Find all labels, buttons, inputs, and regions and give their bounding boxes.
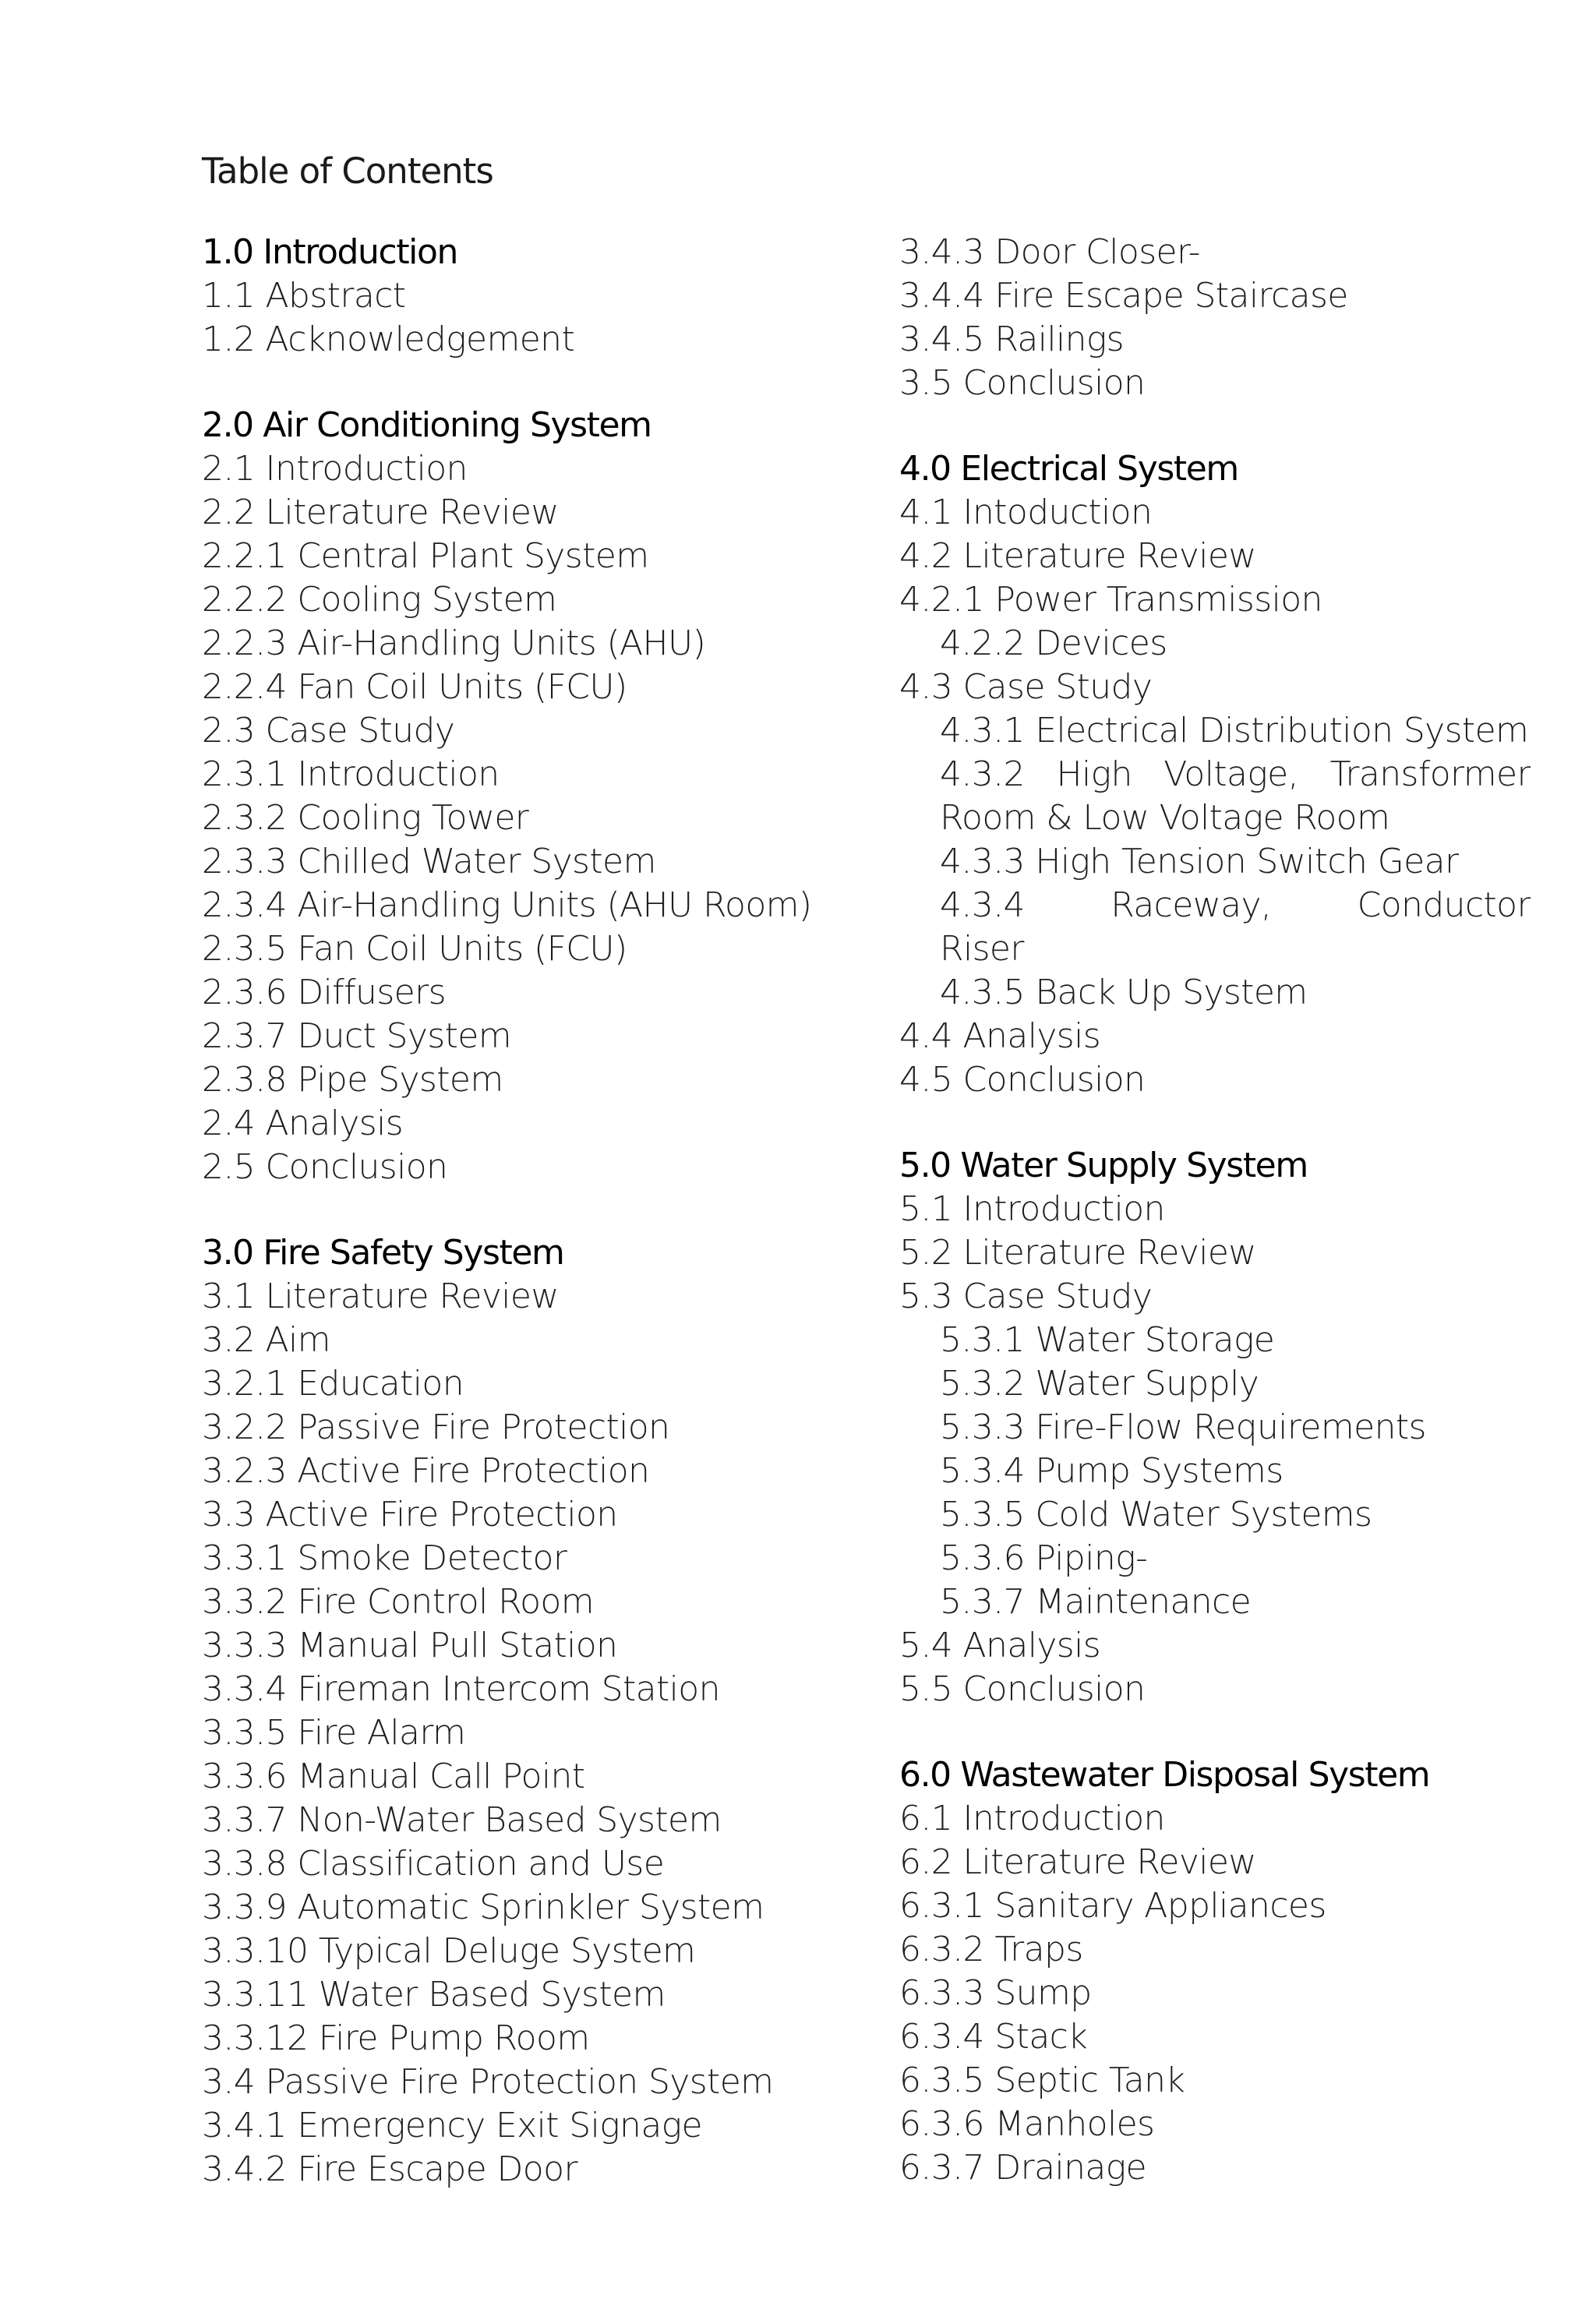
- toc-entry: 2.3.8 Pipe System: [202, 1060, 503, 1100]
- toc-subsection-entry: 4.3.2 High Voltage, Transformer: [940, 754, 1531, 794]
- toc-entry: 3.3.8 Classification and Use: [202, 1844, 665, 1884]
- toc-entry: 3.4.4 Fire Escape Staircase: [899, 276, 1348, 316]
- toc-section-heading: 3.0 Fire Safety System: [202, 1233, 564, 1273]
- toc-entry-continuation: Room & Low Voltage Room: [940, 798, 1390, 838]
- toc-entry: 5.5 Conclusion: [899, 1669, 1146, 1709]
- toc-entry: 6.1 Introduction: [899, 1799, 1165, 1838]
- toc-section-heading: 6.0 Wastewater Disposal System: [899, 1755, 1430, 1795]
- toc-entry: 2.5 Conclusion: [202, 1147, 448, 1187]
- toc-section-heading: 2.0 Air Conditioning System: [202, 405, 651, 445]
- toc-subsection-entry: 4.3.3 High Tension Switch Gear: [940, 842, 1459, 881]
- section-spacer: [202, 362, 919, 404]
- toc-entry: 6.3.5 Septic Tank: [899, 2061, 1185, 2100]
- toc-entry: 3.2.3 Active Fire Protection: [202, 1451, 650, 1491]
- toc-section-heading: 4.0 Electrical System: [899, 449, 1238, 489]
- toc-entry: 2.1 Introduction: [202, 449, 468, 489]
- toc-entry: 3.5 Conclusion: [899, 363, 1146, 403]
- toc-subsection-entry: 5.3.4 Pump Systems: [940, 1451, 1284, 1491]
- section-spacer: [202, 1189, 919, 1231]
- toc-entry: 2.3.1 Introduction: [202, 754, 500, 794]
- toc-entry: 5.1 Introduction: [899, 1189, 1165, 1229]
- toc-entry: 3.3.9 Automatic Sprinkler System: [202, 1888, 764, 1927]
- toc-entry: 3.4.1 Emergency Exit Signage: [202, 2106, 702, 2145]
- toc-entry: 6.3.2 Traps: [899, 1930, 1083, 1969]
- toc-entry: 2.2.1 Central Plant System: [202, 536, 649, 576]
- toc-entry: 4.5 Conclusion: [899, 1060, 1146, 1100]
- toc-entry: 2.2.2 Cooling System: [202, 580, 557, 620]
- toc-entry: 2.3.4 Air-Handling Units (AHU Room): [202, 885, 812, 925]
- toc-right-column: [899, 231, 1531, 2190]
- toc-entry: 3.3.6 Manual Call Point: [202, 1757, 585, 1796]
- section-spacer: [899, 1102, 1531, 1144]
- toc-section-heading: 1.0 Introduction: [202, 232, 458, 272]
- toc-entry: 6.3.4 Stack: [899, 2017, 1088, 2057]
- toc-subsection-entry: 5.3.2 Water Supply: [940, 1364, 1259, 1404]
- toc-section-heading: 5.0 Water Supply System: [899, 1146, 1308, 1185]
- section-spacer: [899, 405, 1531, 447]
- toc-entry: 2.2.4 Fan Coil Units (FCU): [202, 667, 627, 707]
- toc-entry: 3.3.1 Smoke Detector: [202, 1538, 567, 1578]
- section-spacer: [899, 1711, 1531, 1753]
- toc-entry-continuation: Riser: [940, 929, 1024, 969]
- toc-entry: 3.3.10 Typical Deluge System: [202, 1931, 696, 1971]
- toc-entry: 4.2.1 Power Transmission: [899, 580, 1322, 620]
- toc-entry: 6.3.3 Sump: [899, 1973, 1092, 2013]
- toc-entry: 2.4 Analysis: [202, 1104, 404, 1143]
- toc-entry: 3.3.11 Water Based System: [202, 1975, 666, 2015]
- toc-subsection-entry: 4.3.1 Electrical Distribution System: [940, 711, 1529, 750]
- toc-subsection-entry: 4.3.4 Raceway, Conductor: [940, 885, 1531, 925]
- toc-entry: 5.3 Case Study: [899, 1277, 1153, 1316]
- toc-subsection-entry: 4.2.2 Devices: [940, 623, 1167, 663]
- toc-subsection-entry: 5.3.1 Water Storage: [940, 1320, 1275, 1360]
- toc-entry: 4.1 Intoduction: [899, 493, 1153, 532]
- toc-entry: 2.2 Literature Review: [202, 493, 559, 532]
- toc-subsection-entry: 5.3.5 Cold Water Systems: [940, 1495, 1372, 1534]
- toc-entry: 5.2 Literature Review: [899, 1233, 1256, 1273]
- toc-entry: 3.2.1 Education: [202, 1364, 464, 1404]
- toc-entry: 6.3.7 Drainage: [899, 2148, 1147, 2188]
- toc-entry: 2.3.7 Duct System: [202, 1016, 512, 1056]
- toc-entry: 1.2 Acknowledgement: [202, 320, 575, 359]
- toc-entry: 3.4.3 Door Closer-: [899, 232, 1200, 272]
- toc-entry: 2.3 Case Study: [202, 711, 455, 750]
- toc-entry: 1.1 Abstract: [202, 276, 406, 316]
- toc-entry: 4.3 Case Study: [899, 667, 1153, 707]
- toc-entry: 3.3.12 Fire Pump Room: [202, 2018, 590, 2058]
- toc-entry: 2.3.3 Chilled Water System: [202, 842, 656, 881]
- toc-entry: 3.3.5 Fire Alarm: [202, 1713, 466, 1753]
- toc-left-column: [202, 231, 919, 2191]
- toc-entry: 6.2 Literature Review: [899, 1842, 1256, 1882]
- toc-entry: 3.3.4 Fireman Intercom Station: [202, 1669, 720, 1709]
- toc-entry: 2.3.5 Fan Coil Units (FCU): [202, 929, 627, 969]
- toc-entry: 3.3.3 Manual Pull Station: [202, 1626, 618, 1665]
- toc-entry: 3.1 Literature Review: [202, 1277, 559, 1316]
- toc-entry: 4.4 Analysis: [899, 1016, 1101, 1056]
- toc-subsection-entry: 4.3.5 Back Up System: [940, 973, 1308, 1012]
- toc-entry: 2.2.3 Air-Handling Units (AHU): [202, 623, 706, 663]
- page-title: Table of Contents: [202, 150, 493, 192]
- toc-entry: 6.3.1 Sanitary Appliances: [899, 1886, 1326, 1926]
- toc-subsection-entry: 5.3.6 Piping-: [940, 1538, 1148, 1578]
- toc-entry: 6.3.6 Manholes: [899, 2104, 1155, 2144]
- toc-entry: 3.2 Aim: [202, 1320, 330, 1360]
- toc-entry: 4.2 Literature Review: [899, 536, 1256, 576]
- toc-entry: 3.3.2 Fire Control Room: [202, 1582, 594, 1622]
- toc-entry: 3.4.5 Railings: [899, 320, 1124, 359]
- toc-entry: 3.4 Passive Fire Protection System: [202, 2062, 774, 2102]
- toc-entry: 2.3.6 Diffusers: [202, 973, 446, 1012]
- toc-entry: 3.3 Active Fire Protection: [202, 1495, 618, 1534]
- toc-entry: 5.4 Analysis: [899, 1626, 1101, 1665]
- toc-entry: 3.3.7 Non-Water Based System: [202, 1800, 722, 1840]
- toc-entry: 3.2.2 Passive Fire Protection: [202, 1407, 670, 1447]
- toc-entry: 2.3.2 Cooling Tower: [202, 798, 529, 838]
- toc-subsection-entry: 5.3.3 Fire-Flow Requirements: [940, 1407, 1426, 1447]
- toc-subsection-entry: 5.3.7 Maintenance: [940, 1582, 1252, 1622]
- toc-entry: 3.4.2 Fire Escape Door: [202, 2149, 577, 2189]
